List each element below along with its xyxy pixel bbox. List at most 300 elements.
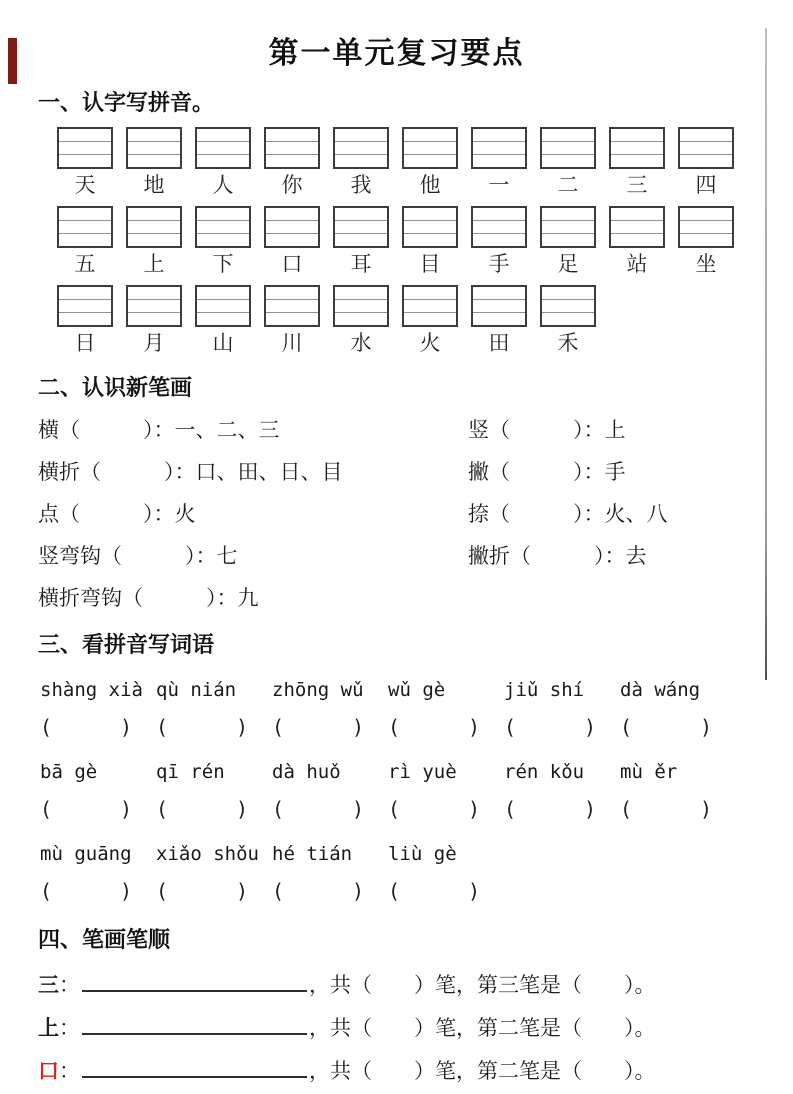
pinyin-grid-cell [266,129,318,141]
pinyin-word: bā gè [40,761,98,783]
answer-blank-line [82,1056,307,1078]
pinyin-grid-box [609,127,665,169]
pinyin-grid-cell [266,208,318,220]
pinyin-word: qī rén [156,761,225,783]
character-column [126,206,182,278]
stroke-item-right: 撇（ ）：手 [468,460,626,484]
character-label: 禾 [557,331,579,355]
section3-heading: 三、看拼音写词语 [38,632,215,657]
character-label: 五 [74,252,96,276]
character-column [678,206,734,278]
answer-paren-cell [388,715,498,739]
character-column [57,127,113,199]
paren-close: ) [235,715,248,739]
pinyin-grid-box [678,127,734,169]
target-character: 口 [38,1059,59,1083]
stroke-order-line [38,970,793,998]
pinyin-grid-cell [680,141,732,154]
paren-close: ) [119,879,132,903]
pinyin-word-cell [40,677,150,703]
answer-paren-cell [156,797,266,821]
stroke-item-left: 横（ ）：一、二、三 [38,418,280,442]
pinyin-word: wǔ gè [388,679,446,701]
pinyin-grid-cell [266,299,318,312]
pinyin-word-line [40,677,740,703]
character-label: 手 [488,252,510,276]
pinyin-grid-cell [197,299,249,312]
pinyin-grid-cell [128,154,180,167]
answer-paren-line [40,797,740,821]
character-column [57,206,113,278]
pinyin-grid-cell [473,129,525,141]
pinyin-grid-cell [59,299,111,312]
pinyin-grid-box [264,127,320,169]
stroke-row [38,418,793,443]
pinyin-grid-cell [59,208,111,220]
character-column [264,127,320,199]
answer-paren-cell [272,797,382,821]
pinyin-grid-cell [335,154,387,167]
pinyin-word-cell [388,759,498,785]
character-label: 三 [626,173,648,197]
character-column [471,206,527,278]
character-label: 四 [695,173,717,197]
stroke-item-right: 捺（ ）：火、八 [468,502,668,526]
pinyin-grid-cell [680,154,732,167]
section-new-strokes [0,371,793,611]
pinyin-word-cell [504,759,614,785]
stroke-order-line [38,1056,793,1084]
pinyin-grid-cell [266,154,318,167]
character-label: 目 [419,252,441,276]
pinyin-grid-cell [335,129,387,141]
pinyin-grid-box [540,127,596,169]
pinyin-grid-box [333,206,389,248]
answer-paren-cell [156,879,266,903]
character-column [609,127,665,199]
pinyin-word-group [40,759,740,821]
pinyin-word: dà huǒ [272,761,341,783]
character-column [264,206,320,278]
answer-paren-pair [272,715,364,739]
pinyin-grid-cell [542,141,594,154]
pinyin-grid-box [57,285,113,327]
character-label: 火 [419,331,441,355]
pinyin-grid-cell [197,287,249,299]
character-label: 天 [74,173,96,197]
paren-close: ) [467,879,480,903]
pinyin-grid-cell [404,312,456,325]
character-column [678,127,734,199]
answer-paren-cell [388,879,498,903]
pinyin-grid-cell [266,312,318,325]
pinyin-grid-cell [266,287,318,299]
pinyin-grid-cell [335,233,387,246]
pinyin-grid-cell [266,233,318,246]
character-grid-row [57,127,793,199]
section-recognize-characters [0,86,793,357]
character-column [540,285,596,357]
pinyin-grid-cell [542,208,594,220]
pinyin-grid-cell [473,299,525,312]
character-column [402,285,458,357]
pinyin-grid-cell [611,129,663,141]
answer-paren-cell [620,715,730,739]
character-label: 日 [74,331,96,355]
answer-paren-line [40,715,740,739]
answer-paren-cell [620,797,730,821]
pinyin-grid-cell [197,208,249,220]
pinyin-grid-cell [59,287,111,299]
pinyin-grid-cell [128,220,180,233]
character-column [333,285,389,357]
pinyin-grid-cell [473,312,525,325]
pinyin-word-cell [620,759,730,785]
target-character: 上 [38,1016,59,1040]
pinyin-word-cell [272,841,382,867]
answer-paren-pair [620,715,712,739]
pinyin-grid-box [126,127,182,169]
paren-open: ( [388,715,401,739]
paren-open: ( [272,715,285,739]
paren-open: ( [156,715,169,739]
pinyin-grid-cell [197,233,249,246]
red-corner-mark [8,38,17,84]
character-label: 山 [212,331,234,355]
target-character: 三 [38,973,59,997]
pinyin-grid-cell [542,287,594,299]
pinyin-grid-cell [335,287,387,299]
character-label: 一 [488,173,510,197]
character-column [126,285,182,357]
answer-paren-pair [156,715,248,739]
line-suffix-text: ，共（ ）笔，第三笔是（ ）。 [309,973,656,997]
character-column [126,127,182,199]
pinyin-grid-cell [404,299,456,312]
character-column [402,206,458,278]
answer-paren-cell [40,879,150,903]
stroke-item-left: 点（ ）：火 [38,502,196,526]
answer-paren-cell [40,797,150,821]
pinyin-grid-cell [542,233,594,246]
pinyin-grid-cell [404,208,456,220]
pinyin-grid-cell [473,141,525,154]
paren-open: ( [156,879,169,903]
pinyin-grid-cell [128,299,180,312]
pinyin-grid-box [333,127,389,169]
pinyin-grid-cell [680,220,732,233]
pinyin-grid-cell [542,154,594,167]
pinyin-word-cell [40,841,150,867]
stroke-item-left: 竖弯钩（ ）：七 [38,544,238,568]
colon-separator: ： [59,973,80,997]
paren-open: ( [504,715,517,739]
answer-paren-pair [504,715,596,739]
character-grid-row [57,206,793,278]
pinyin-grid-cell [128,233,180,246]
paren-close: ) [119,797,132,821]
answer-paren-pair [272,797,364,821]
paren-open: ( [620,715,633,739]
character-column [57,285,113,357]
pinyin-word-group [40,677,740,739]
pinyin-grid-box [195,127,251,169]
pinyin-word: liù gè [388,843,457,865]
stroke-row [38,502,793,527]
character-column [195,127,251,199]
paren-open: ( [388,797,401,821]
answer-paren-line [40,879,740,903]
character-column [195,285,251,357]
pinyin-grid-cell [128,141,180,154]
pinyin-word-cell [40,759,150,785]
character-label: 坐 [695,252,717,276]
answer-paren-pair [40,879,132,903]
character-label: 站 [626,252,648,276]
pinyin-grid-box [471,285,527,327]
paren-close: ) [583,715,596,739]
pinyin-grid-cell [542,299,594,312]
pinyin-grid-cell [473,220,525,233]
pinyin-grid-cell [611,220,663,233]
paren-close: ) [583,797,596,821]
character-label: 下 [212,252,234,276]
character-label: 水 [350,331,372,355]
pinyin-grid-cell [404,220,456,233]
pinyin-grid-cell [128,208,180,220]
character-column [333,206,389,278]
pinyin-grid-cell [611,141,663,154]
pinyin-word-cell [388,841,498,867]
pinyin-grid-cell [197,220,249,233]
paren-open: ( [504,797,517,821]
pinyin-grid-box [471,206,527,248]
pinyin-grid-cell [128,287,180,299]
pinyin-grid-cell [128,312,180,325]
answer-paren-pair [504,797,596,821]
character-column [609,206,665,278]
character-column [264,285,320,357]
pinyin-grid-box [402,285,458,327]
paren-open: ( [156,797,169,821]
pinyin-grid-cell [59,233,111,246]
stroke-order-lines [38,970,793,1084]
pinyin-word: rén kǒu [504,761,585,783]
stroke-item-right [468,586,793,611]
pinyin-grid-cell [266,141,318,154]
pinyin-grid-cell [404,287,456,299]
pinyin-word: jiǔ shí [504,679,585,701]
line-suffix-text: ，共（ ）笔，第二笔是（ ）。 [309,1059,656,1083]
pinyin-grid-box [57,206,113,248]
character-column [195,206,251,278]
paren-open: ( [40,879,53,903]
colon-separator: ： [59,1016,80,1040]
pinyin-grid-cell [404,141,456,154]
pinyin-grid-cell [59,154,111,167]
pinyin-grid-box [264,206,320,248]
paren-close: ) [119,715,132,739]
character-column [471,285,527,357]
stroke-item-left: 横折（ ）：口、田、日、目 [38,460,343,484]
pinyin-grid-box [402,206,458,248]
stroke-order-line [38,1013,793,1041]
pinyin-grid-box [57,127,113,169]
character-label: 二 [557,173,579,197]
answer-paren-pair [156,797,248,821]
pinyin-grid-box [195,206,251,248]
colon-separator: ： [59,1059,80,1083]
page-edge-line [765,28,767,680]
paren-open: ( [388,879,401,903]
answer-paren-pair [272,879,364,903]
paren-close: ) [467,715,480,739]
character-label: 月 [143,331,165,355]
pinyin-word-cell [504,677,614,703]
paren-open: ( [620,797,633,821]
pinyin-grid-box [126,206,182,248]
pinyin-word: rì yuè [388,761,457,783]
character-label: 川 [281,331,303,355]
pinyin-grid-box [540,285,596,327]
character-label: 我 [350,173,372,197]
pinyin-grid-cell [335,299,387,312]
answer-paren-pair [388,797,480,821]
character-column [471,127,527,199]
section4-heading: 四、笔画笔顺 [38,927,171,952]
pinyin-grid-cell [404,129,456,141]
pinyin-grid-box [471,127,527,169]
stroke-row [38,460,793,485]
pinyin-grid-cell [473,208,525,220]
section-pinyin-to-words [0,628,793,903]
pinyin-grid-box [126,285,182,327]
pinyin-grid-box [678,206,734,248]
character-label: 地 [143,173,165,197]
pinyin-word-line [40,759,740,785]
answer-paren-pair [40,797,132,821]
character-column [540,127,596,199]
character-label: 你 [281,173,303,197]
pinyin-grid-cell [59,312,111,325]
character-column [333,127,389,199]
answer-paren-pair [388,715,480,739]
pinyin-word-line [40,841,740,867]
answer-paren-cell [156,715,266,739]
pinyin-word-group [40,841,740,903]
answer-paren-cell [40,715,150,739]
pinyin-grid-cell [611,154,663,167]
answer-blank-line [82,970,307,992]
pinyin-word-cell [156,759,266,785]
pinyin-grid-cell [473,154,525,167]
pinyin-grid-cell [542,312,594,325]
pinyin-word-cell [388,677,498,703]
stroke-item-right: 竖（ ）：上 [468,418,626,442]
pinyin-word: xiǎo shǒu [156,843,259,865]
pinyin-grid-cell [197,312,249,325]
stroke-item-right: 撇折（ ）：去 [468,544,647,568]
pinyin-word: dà wáng [620,679,701,701]
pinyin-grid-cell [335,141,387,154]
stroke-row [38,544,793,569]
answer-blank-line [82,1013,307,1035]
pinyin-word-cell [620,677,730,703]
pinyin-grid-cell [335,208,387,220]
strokes-rows [38,418,793,611]
character-column [402,127,458,199]
pinyin-word-groups [40,677,740,903]
pinyin-word: zhōng wǔ [272,679,364,701]
answer-paren-cell [272,879,382,903]
pinyin-grid-cell [197,129,249,141]
pinyin-grid-box [264,285,320,327]
paren-close: ) [235,797,248,821]
line-suffix-text: ，共（ ）笔，第二笔是（ ）。 [309,1016,656,1040]
pinyin-word: mù ěr [620,761,678,783]
character-label: 足 [557,252,579,276]
pinyin-grid-cell [404,154,456,167]
pinyin-grid-cell [266,220,318,233]
paren-close: ) [351,715,364,739]
pinyin-section-rows [57,127,793,357]
pinyin-grid-cell [59,220,111,233]
pinyin-word: shàng xià [40,679,143,701]
character-column [540,206,596,278]
pinyin-grid-cell [59,141,111,154]
stroke-row [38,586,793,611]
pinyin-word-cell [156,677,266,703]
paren-close: ) [351,879,364,903]
character-label: 上 [143,252,165,276]
pinyin-grid-cell [542,220,594,233]
pinyin-grid-cell [197,154,249,167]
pinyin-word: qù nián [156,679,237,701]
character-grid-row [57,285,793,357]
pinyin-grid-box [195,285,251,327]
section1-heading: 一、认字写拼音。 [38,90,215,115]
section-stroke-order [0,923,793,1084]
pinyin-grid-cell [59,129,111,141]
character-label: 口 [281,252,303,276]
section2-heading: 二、认识新笔画 [38,375,193,400]
character-label: 人 [212,173,234,197]
answer-paren-cell [272,715,382,739]
answer-paren-pair [620,797,712,821]
answer-paren-cell [388,797,498,821]
answer-paren-pair [40,715,132,739]
pinyin-grid-cell [542,129,594,141]
pinyin-word-cell [156,841,266,867]
pinyin-grid-cell [473,287,525,299]
pinyin-grid-cell [473,233,525,246]
paren-close: ) [699,797,712,821]
pinyin-grid-cell [128,129,180,141]
answer-paren-pair [156,879,248,903]
pinyin-grid-cell [680,208,732,220]
page-title: 第一单元复习要点 [268,37,525,70]
pinyin-grid-cell [404,233,456,246]
pinyin-grid-box [333,285,389,327]
pinyin-grid-cell [335,312,387,325]
pinyin-grid-cell [197,141,249,154]
answer-paren-pair [388,879,480,903]
pinyin-grid-cell [335,220,387,233]
paren-close: ) [467,797,480,821]
pinyin-grid-cell [680,129,732,141]
pinyin-grid-cell [680,233,732,246]
pinyin-word: mù guāng [40,843,132,865]
